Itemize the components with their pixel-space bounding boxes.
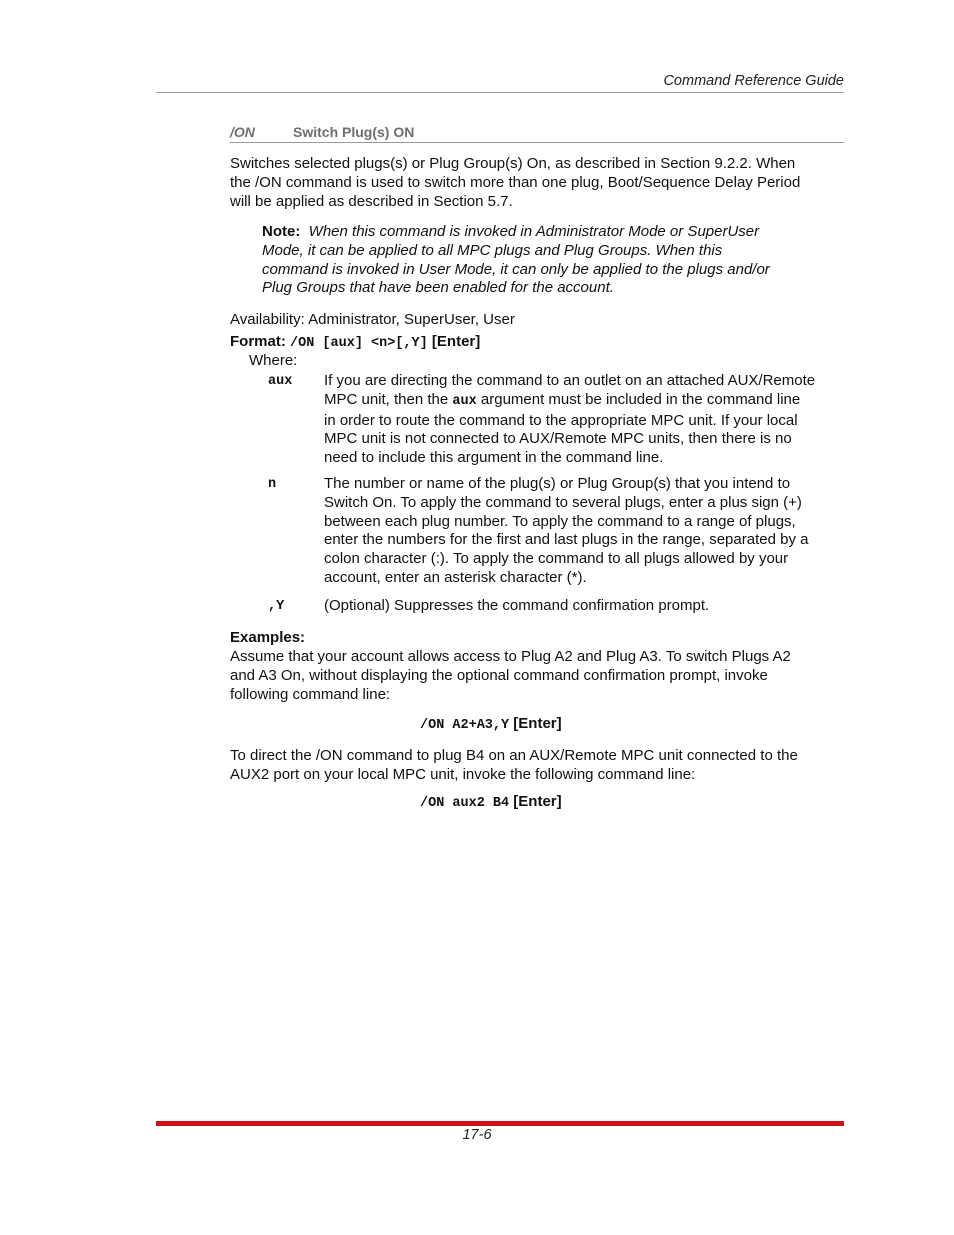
note-line: Note: When this command is invoked in Administrator Mode or SuperUser [262,223,760,240]
header-rule [156,92,844,93]
intro-line: will be applied as described in Section 5.7. [230,193,513,210]
availability: Availability: Administrator, SuperUser, User [230,311,515,328]
note-block [262,223,822,298]
arg-y-description: (Optional) Suppresses the command confirmation prompt. [324,597,710,614]
format-label: Format: [230,333,286,350]
format-syntax: /ON [aux] <n>[,Y] [290,336,428,351]
arg-n-description: The number or name of the plug(s) or Plug Group(s) that you intend to Switch On. To apply the command to several plugs, enter a plus sign (+) between each plug number. To apply the command to a range of plugs, enter the numbers for the first and last plugs in the range, separated by a colon character (:). To apply the command to all plugs allowed by your account, enter an asterisk character (*). [324,475,809,586]
example-1-command: /ON A2+A3,Y [Enter] [420,715,562,733]
format-where: Where: [249,352,298,369]
note-line: Mode, it can be applied to all MPC plugs and Plug Groups. When this [262,241,723,259]
page-number: 17-6 [462,1127,492,1143]
example-2-text: To direct the /ON command to plug B4 on an AUX/Remote MPC unit connected to the AUX2 port on your local MPC unit, invoke the following command line: [230,747,798,783]
arg-n-name: n [268,477,277,492]
arg-aux-description: If you are directing the command to an outlet on an attached AUX/Remote MPC unit, then the aux argument must be included in the command line in order to route the command to the appropriate MPC unit. If your local MPC unit is not connected to AUX/Remote MPC units, then there is no need to include this argument in the command line. [324,372,816,467]
section-heading [230,123,844,143]
example-2-command: /ON aux2 B4 [Enter] [420,793,562,811]
format-enter: [Enter] [431,333,481,350]
intro-line: Switches selected plugs(s) or Plug Group(s) On, as described in Section 9.2.2. When [230,155,796,172]
arg-aux-name: aux [268,374,293,389]
note-line: command is invoked in User Mode, it can only be applied to the plugs and/or [262,260,770,278]
format-line [230,332,844,353]
intro-line: the /ON command is used to switch more than one plug, Boot/Sequence Delay Period [230,174,801,191]
note-label: Note: [262,223,301,240]
section-command: /ON [230,124,255,140]
footer-bar [156,1121,844,1126]
header-title: Command Reference Guide [663,73,844,89]
section-title: Switch Plug(s) ON [293,124,415,140]
note-line: Plug Groups that have been enabled for the account. [262,279,614,297]
intro-paragraph [230,154,844,211]
examples-heading: Examples: [230,629,306,646]
arg-y-name: ,Y [268,599,285,614]
example-1-text: Assume that your account allows access to Plug A2 and Plug A3. To switch Plugs A2 and A3 On, without displaying the optional command confirmation prompt, invoke following command line: [230,648,791,703]
